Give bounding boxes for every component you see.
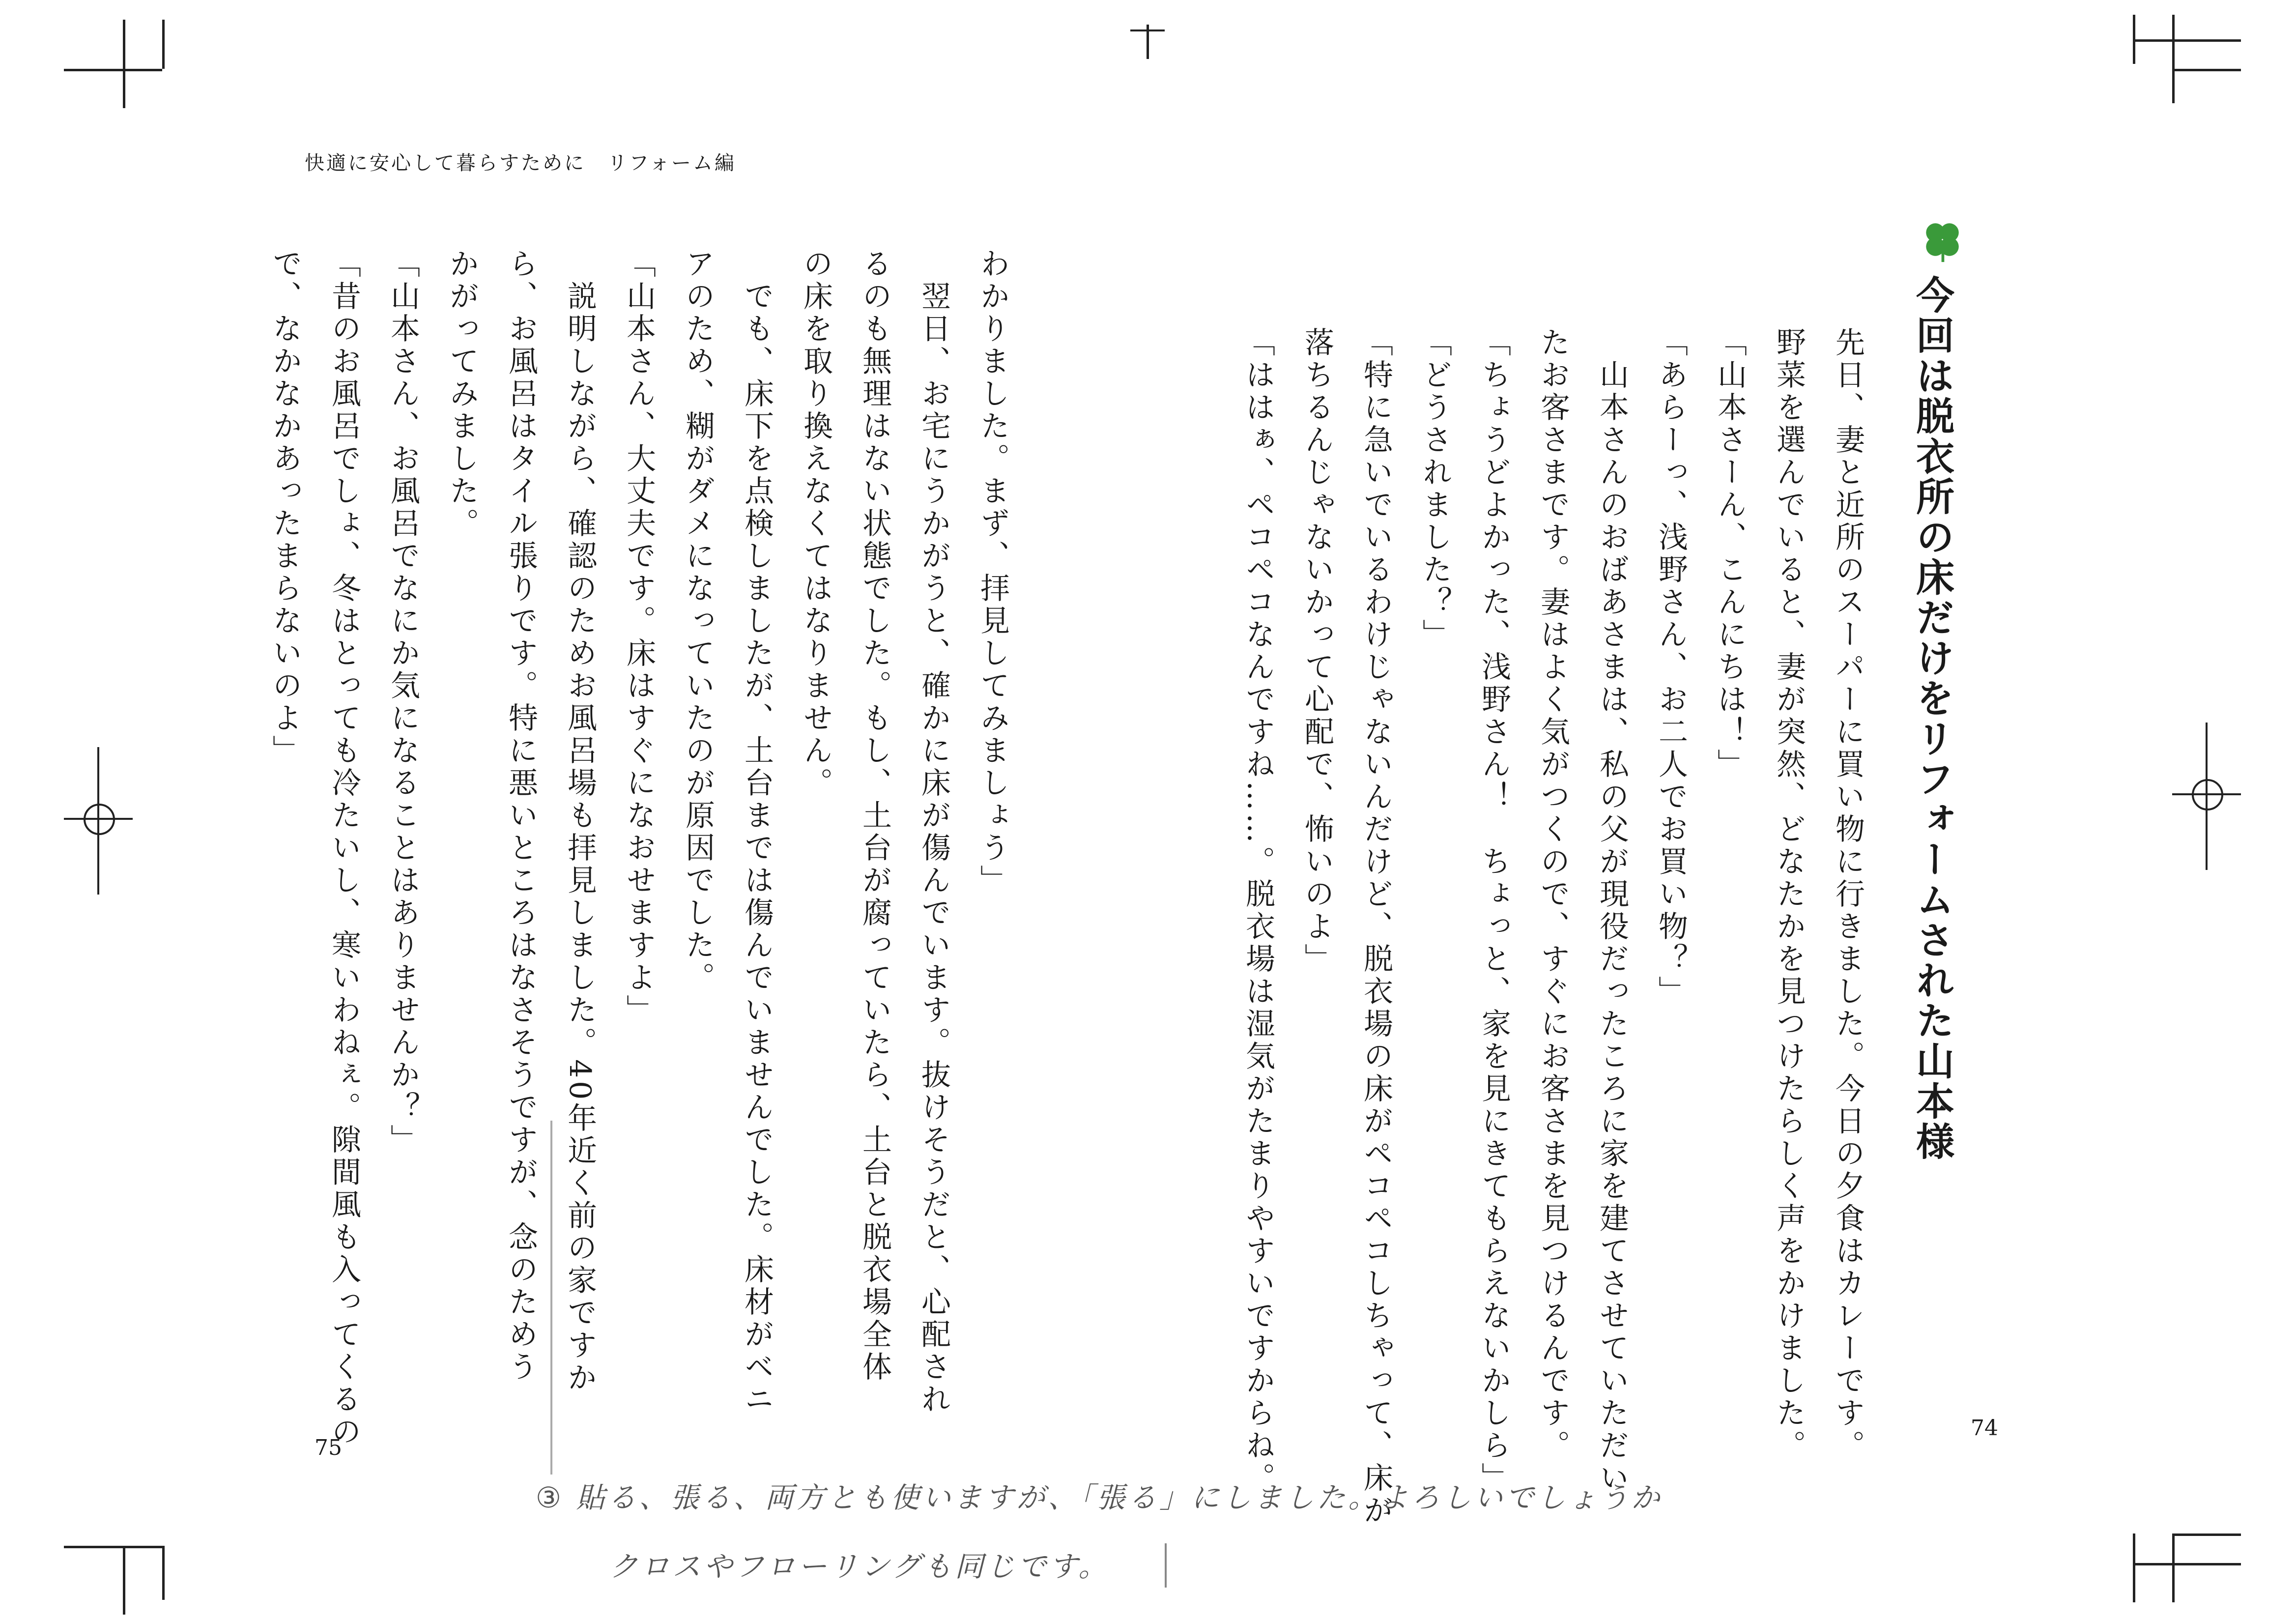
right-page-body xyxy=(1229,327,1877,1527)
body-line: の床を取り換えなくてはなりません。 xyxy=(799,248,833,800)
body-line: 野菜を選んでいると、妻が突然、どなたかを見つけたらしく声をかけました。 xyxy=(1772,327,1806,1462)
body-line: るのも無理はない状態でした。もし、土台が腐っていたら、土台と脱衣場全体 xyxy=(858,248,892,1384)
registration-circle-left xyxy=(84,804,115,835)
crop-mark-bottom-left xyxy=(64,1546,162,1548)
crop-mark-top-left-v xyxy=(123,20,125,108)
page-number-right: 74 xyxy=(1971,1416,1998,1441)
crop-mark-top-right-h2 xyxy=(2172,69,2241,71)
body-line: 「ははぁ、ペコペコなんですね……。脱衣場は湿気がたまりやすいですからね。 xyxy=(1241,327,1275,1495)
crop-mark-top-right-v2 xyxy=(2172,15,2175,103)
body-line: 説明しながら、確認のためお風呂場も拝見しました。40年近く前の家ですか xyxy=(563,248,597,1395)
crop-mark-top-left-v2 xyxy=(162,20,165,69)
body-line: 「山本さーん、こんにちは！」 xyxy=(1713,327,1747,781)
registration-mark-top-h xyxy=(1130,29,1165,31)
body-line: 「あらーっ、浅野さん、お二人でお買い物？」 xyxy=(1654,327,1688,1008)
page-number-left: 75 xyxy=(315,1435,342,1460)
running-header: 快適に安心して暮らすために リフォーム編 xyxy=(305,152,736,174)
crop-mark-bottom-left-v2 xyxy=(162,1546,165,1600)
crop-mark-top-right xyxy=(2133,39,2241,42)
body-line: 翌日、お宅にうかがうと、確かに床が傷んでいます。抜けそうだと、心配され xyxy=(917,248,951,1416)
pencil-stroke xyxy=(550,1121,552,1475)
body-line: かがってみました。 xyxy=(445,248,479,540)
pencil-stroke xyxy=(1165,1543,1167,1588)
body-line: で、なかなかあったまらないのよ」 xyxy=(268,248,302,767)
crop-mark-top-right-v xyxy=(2133,15,2135,64)
body-line: 「ちょうどよかった、浅野さん！ ちょっと、家を見にきてもらえないかしら」 xyxy=(1477,327,1511,1495)
body-line: 「特に急いでいるわけじゃないんだけど、脱衣場の床がペコペコしちゃって、床が xyxy=(1359,327,1393,1527)
crop-mark-bottom-left-v xyxy=(123,1546,125,1615)
body-line: 「山本さん、お風呂でなにか気になることはありませんか？」 xyxy=(386,248,420,1157)
body-line: 山本さんのおばあさまは、私の父が現役だったころに家を建てさせていただい xyxy=(1595,327,1629,1495)
crop-mark-bottom-right-h2 xyxy=(2172,1533,2241,1536)
body-line: 「どうされました？」 xyxy=(1418,327,1452,651)
body-line: ら、お風呂はタイル張りです。特に悪いところはなさそうですが、念のためう xyxy=(504,248,538,1384)
body-line: 「昔のお風呂でしょ、冬はとっても冷たいし、寒いわねぇ。隙間風も入ってくるの xyxy=(327,248,361,1448)
body-line: 落ちるんじゃないかって心配で、怖いのよ」 xyxy=(1300,327,1334,976)
handwritten-annotation-line-2: クロスやフローリングも同じです。 xyxy=(609,1550,1110,1583)
registration-circle-right xyxy=(2192,779,2223,810)
body-line: でも、床下を点検しましたが、土台までは傷んでいませんでした。床材がベニ xyxy=(740,248,774,1416)
crop-mark-top-left xyxy=(64,69,162,71)
body-line: たお客さまです。妻はよく気がつくので、すぐにお客さまを見つけるんです。 xyxy=(1536,327,1570,1462)
crop-mark-bottom-right-v2 xyxy=(2172,1533,2175,1602)
crop-mark-bottom-right xyxy=(2133,1563,2241,1565)
section-title: 今回は脱衣所の床だけをリフォームされた山本様 xyxy=(1910,275,1954,1162)
body-line: 先日、妻と近所のスーパーに買い物に行きました。今日の夕食はカレーです。 xyxy=(1831,327,1865,1462)
crop-mark-bottom-right-v xyxy=(2133,1533,2135,1602)
handwritten-annotation-line-1: ③ 貼る、張る、両方とも使いますが、「張る」にしました。よろしいでしょうか xyxy=(536,1481,1663,1514)
body-line: アのため、糊がダメになっていたのが原因でした。 xyxy=(681,248,715,994)
body-line: わかりました。まず、拝見してみましょう」 xyxy=(976,248,1010,897)
four-leaf-clover-icon xyxy=(1919,216,1966,263)
body-line: 「山本さん、大丈夫です。床はすぐになおせますよ」 xyxy=(622,248,656,1027)
